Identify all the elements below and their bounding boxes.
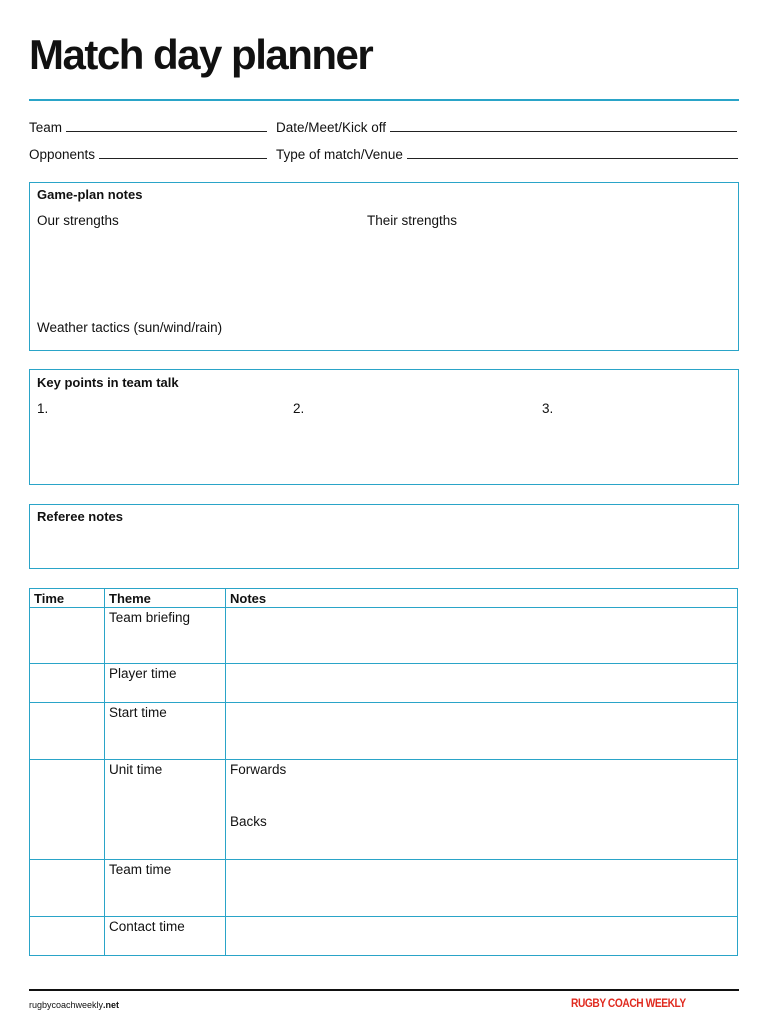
referee-notes-box[interactable] xyxy=(29,504,739,569)
table-row xyxy=(30,703,738,760)
key-point-2: 2. xyxy=(293,401,305,416)
time-cell[interactable] xyxy=(30,664,105,703)
theme-cell: Team briefing xyxy=(105,608,226,664)
team-label: Team xyxy=(29,120,63,135)
footer-site-name: rugbycoachweekly xyxy=(29,1000,104,1010)
page-title: Match day planner xyxy=(29,31,373,78)
brand-logo: RUGBY COACH WEEKLY xyxy=(571,996,686,1010)
notes-cell[interactable] xyxy=(226,760,738,860)
weather-tactics-label: Weather tactics (sun/wind/rain) xyxy=(37,320,223,335)
forwards-label: Forwards xyxy=(230,762,287,777)
match-type-input-line[interactable] xyxy=(407,157,738,159)
time-cell[interactable] xyxy=(30,608,105,664)
col-header-notes: Notes xyxy=(226,589,738,608)
key-point-1: 1. xyxy=(37,401,49,416)
team-field[interactable] xyxy=(29,120,267,135)
table-row xyxy=(30,608,738,664)
match-type-label: Type of match/Venue xyxy=(276,147,403,162)
theme-cell: Unit time xyxy=(105,760,226,860)
footer-site-tld: .net xyxy=(103,1000,120,1010)
opponents-input-line[interactable] xyxy=(99,157,267,159)
team-input-line[interactable] xyxy=(66,130,267,132)
notes-cell[interactable] xyxy=(226,703,738,760)
date-field[interactable] xyxy=(276,120,737,135)
time-cell[interactable] xyxy=(30,760,105,860)
opponents-field[interactable] xyxy=(29,147,267,162)
time-cell[interactable] xyxy=(30,860,105,917)
their-strengths-label: Their strengths xyxy=(367,213,458,228)
notes-cell[interactable] xyxy=(226,917,738,956)
title-divider xyxy=(29,99,739,101)
theme-cell: Player time xyxy=(105,664,226,703)
notes-cell[interactable] xyxy=(226,664,738,703)
referee-notes-heading: Referee notes xyxy=(37,509,123,524)
key-points-heading: Key points in team talk xyxy=(37,375,179,390)
theme-cell: Contact time xyxy=(105,917,226,956)
date-label: Date/Meet/Kick off xyxy=(276,120,387,135)
col-header-theme: Theme xyxy=(105,589,226,608)
table-row xyxy=(30,760,738,860)
table-row xyxy=(30,917,738,956)
theme-cell: Start time xyxy=(105,703,226,760)
footer-site-link[interactable] xyxy=(29,1000,119,1010)
match-type-field[interactable] xyxy=(276,147,738,162)
time-cell[interactable] xyxy=(30,917,105,956)
schedule-table xyxy=(29,588,738,956)
key-point-3: 3. xyxy=(542,401,554,416)
time-cell[interactable] xyxy=(30,703,105,760)
schedule-header-row xyxy=(30,589,738,608)
col-header-time: Time xyxy=(30,589,105,608)
table-row xyxy=(30,860,738,917)
backs-label: Backs xyxy=(230,814,267,829)
table-row xyxy=(30,664,738,703)
our-strengths-label: Our strengths xyxy=(37,213,119,228)
theme-cell: Team time xyxy=(105,860,226,917)
notes-cell[interactable] xyxy=(226,860,738,917)
game-plan-heading: Game-plan notes xyxy=(37,187,143,202)
footer-divider xyxy=(29,989,739,991)
date-input-line[interactable] xyxy=(390,130,737,132)
opponents-label: Opponents xyxy=(29,147,96,162)
notes-cell[interactable] xyxy=(226,608,738,664)
